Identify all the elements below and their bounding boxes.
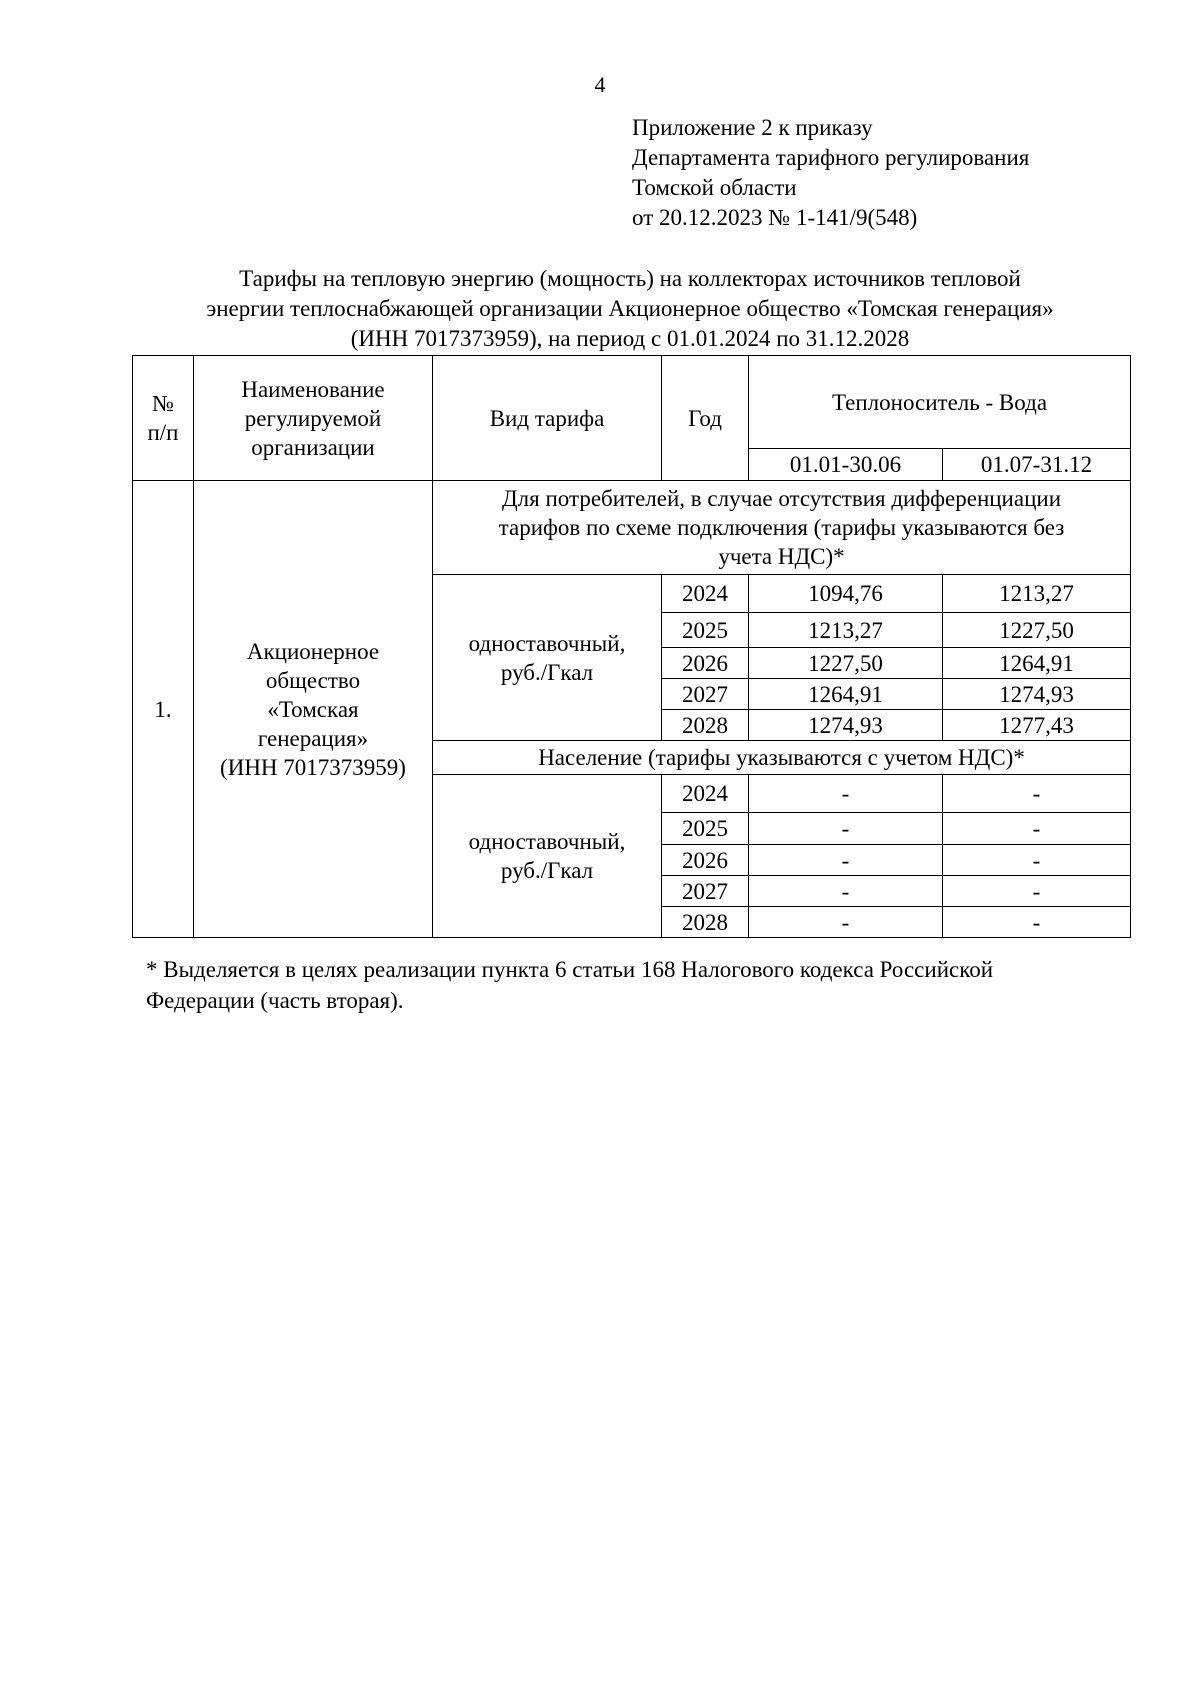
value-cell: 1227,50 xyxy=(749,648,943,679)
header-number: № п/п xyxy=(133,356,194,481)
value-cell: - xyxy=(749,876,943,907)
footnote-line: Федерации (часть вторая). xyxy=(146,988,404,1013)
title-line: энергии теплоснабжающей организации Акционерное общество «Томская генерация» xyxy=(206,296,1054,321)
value-cell: 1277,43 xyxy=(943,710,1131,741)
value-cell: 1274,93 xyxy=(943,679,1131,710)
value-cell: - xyxy=(943,907,1131,938)
tariff-type-cell: одноставочный, руб./Гкал xyxy=(433,775,662,938)
header-tariff-type: Вид тарифа xyxy=(433,356,662,481)
value-cell: 1274,93 xyxy=(749,710,943,741)
tariff-table xyxy=(132,355,1131,938)
row-number: 1. xyxy=(133,481,194,938)
header-organization: Наименование регулируемой организации xyxy=(194,356,433,481)
value-cell: 1264,91 xyxy=(749,679,943,710)
page-number: 4 xyxy=(594,72,606,97)
section-consumers: Для потребителей, в случае отсутствия дифференциации тарифов по схеме подключения (тарифы указываются без учета НДС)* xyxy=(433,481,1131,575)
value-cell: 1213,27 xyxy=(943,575,1131,613)
appendix-line: Департамента тарифного регулирования xyxy=(632,145,1030,170)
document-title xyxy=(132,264,1128,354)
header-year: Год xyxy=(662,356,749,481)
year-cell: 2024 xyxy=(662,775,749,813)
value-cell: 1213,27 xyxy=(749,613,943,648)
year-cell: 2027 xyxy=(662,679,749,710)
appendix-line: Томской области xyxy=(632,175,797,200)
value-cell: 1227,50 xyxy=(943,613,1131,648)
year-cell: 2026 xyxy=(662,845,749,876)
value-cell: - xyxy=(749,845,943,876)
header-row xyxy=(133,356,1131,449)
header-carrier: Теплоноситель - Вода xyxy=(749,356,1131,449)
title-line: Тарифы на тепловую энергию (мощность) на коллекторах источников тепловой xyxy=(239,266,1021,291)
year-cell: 2027 xyxy=(662,876,749,907)
value-cell: - xyxy=(943,876,1131,907)
organization-name: Акционерное общество «Томская генерация» (ИНН 7017373959) xyxy=(194,481,433,938)
section-row xyxy=(133,481,1131,575)
section-population: Население (тарифы указываются с учетом НДС)* xyxy=(433,741,1131,775)
footnote xyxy=(146,954,1130,1016)
value-cell: - xyxy=(749,813,943,845)
value-cell: - xyxy=(943,845,1131,876)
value-cell: - xyxy=(749,775,943,813)
header-period-1: 01.01-30.06 xyxy=(749,449,943,481)
appendix-block xyxy=(632,113,1029,233)
footnote-line: * Выделяется в целях реализации пункта 6 статьи 168 Налогового кодекса Российской xyxy=(146,957,994,982)
value-cell: 1094,76 xyxy=(749,575,943,613)
year-cell: 2026 xyxy=(662,648,749,679)
year-cell: 2028 xyxy=(662,907,749,938)
appendix-line: от 20.12.2023 № 1-141/9(548) xyxy=(632,205,918,230)
title-line: (ИНН 7017373959), на период с 01.01.2024 по 31.12.2028 xyxy=(350,326,910,351)
header-period-2: 01.07-31.12 xyxy=(943,449,1131,481)
year-cell: 2024 xyxy=(662,575,749,613)
value-cell: - xyxy=(943,813,1131,845)
appendix-line: Приложение 2 к приказу xyxy=(632,115,873,140)
year-cell: 2025 xyxy=(662,813,749,845)
year-cell: 2025 xyxy=(662,613,749,648)
year-cell: 2028 xyxy=(662,710,749,741)
value-cell: 1264,91 xyxy=(943,648,1131,679)
tariff-type-cell: одноставочный, руб./Гкал xyxy=(433,575,662,741)
value-cell: - xyxy=(943,775,1131,813)
value-cell: - xyxy=(749,907,943,938)
